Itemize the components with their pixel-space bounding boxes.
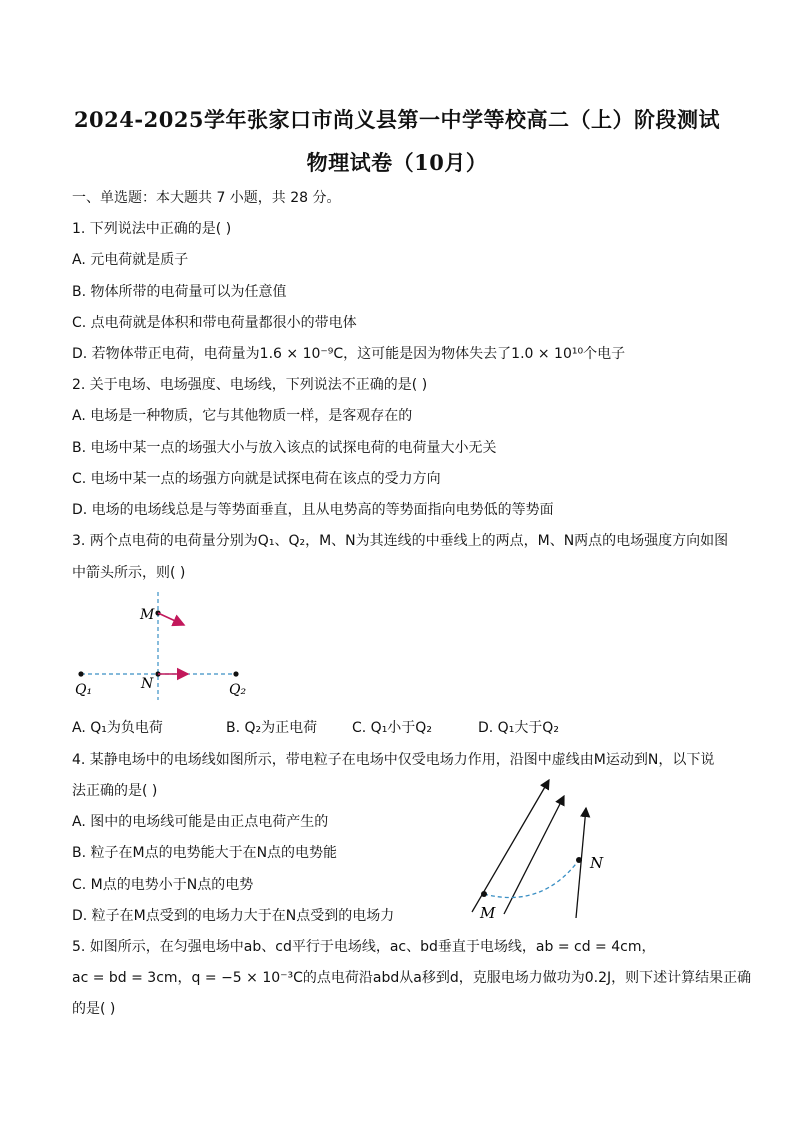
field-line-3 (576, 808, 586, 918)
q3-option-a: A. Q₁为负电荷 (72, 720, 163, 736)
q3-option-d: D. Q₁大于Q₂ (478, 720, 559, 736)
q1-stem: 1. 下列说法中正确的是( ) (72, 221, 232, 237)
paper-title-line2: 物理试卷（10月） (306, 150, 488, 175)
q2-option-c: C. 电场中某一点的场强方向就是试探电荷在该点的受力方向 (72, 471, 441, 487)
charge-q1-dot (78, 671, 83, 676)
q5-stem-line3: 的是( ) (72, 1001, 116, 1017)
q4-figure (462, 774, 622, 924)
point-n-dot (576, 857, 582, 863)
label-n: N (590, 854, 604, 872)
q2-stem: 2. 关于电场、电场强度、电场线，下列说法不正确的是( ) (72, 377, 428, 393)
q3-stem-line1: 3. 两个点电荷的电荷量分别为Q₁、Q₂，M、N为其连线的中垂线上的两点，M、N两点的电场强度方向如图 (72, 533, 729, 549)
q4-option-b: B. 粒子在M点的电势能大于在N点的电势能 (72, 845, 338, 861)
label-q2: Q₂ (229, 682, 247, 698)
particle-trajectory (484, 860, 579, 898)
q4-stem-line1: 4. 某静电场中的电场线如图所示，带电粒子在电场中仅受电场力作用，沿图中虚线由M运动到N，以下说 (72, 752, 715, 768)
field-line-2 (504, 796, 564, 914)
field-arrow-m (158, 613, 184, 625)
q3-figure (70, 588, 270, 703)
q4-stem-line2: 法正确的是( ) (72, 783, 158, 799)
q3-stem-line2: 中箭头所示，则( ) (72, 565, 186, 581)
q4-option-a: A. 图中的电场线可能是由正点电荷产生的 (72, 814, 329, 830)
q2-option-b: B. 电场中某一点的场强大小与放入该点的试探电荷的电荷量大小无关 (72, 440, 497, 456)
section-heading: 一、单选题：本大题共 7 小题，共 28 分。 (72, 190, 341, 206)
label-m: M (480, 904, 496, 922)
q2-option-a: A. 电场是一种物质，它与其他物质一样，是客观存在的 (72, 408, 413, 424)
q1-option-d: D. 若物体带正电荷，电荷量为1.6 × 10⁻⁹C，这可能是因为物体失去了1.0 × 10¹⁰个电子 (72, 346, 626, 362)
point-m-dot (481, 891, 487, 897)
label-q1: Q₁ (75, 682, 93, 698)
q4-option-c: C. M点的电势小于N点的电势 (72, 877, 254, 893)
q3-option-b: B. Q₂为正电荷 (226, 720, 318, 736)
q1-option-c: C. 点电荷就是体积和带电荷量都很小的带电体 (72, 315, 357, 331)
q5-stem-line1: 5. 如图所示，在匀强电场中ab、cd平行于电场线，ac、bd垂直于电场线，ab = cd = 4cm， (72, 939, 656, 955)
label-n: N (141, 676, 154, 692)
q1-option-a: A. 元电荷就是质子 (72, 252, 189, 268)
paper-title-line1: 2024-2025学年张家口市尚义县第一中学等校高二（上）阶段测试 (73, 107, 721, 132)
charge-q2-dot (233, 671, 238, 676)
q5-stem-line2: ac = bd = 3cm，q = −5 × 10⁻³C的点电荷沿abd从a移到d，克服电场力做功为0.2J，则下述计算结果正确 (72, 970, 752, 986)
q2-option-d: D. 电场的电场线总是与等势面垂直，且从电势高的等势面指向电势低的等势面 (72, 502, 554, 518)
label-m: M (140, 607, 155, 623)
q4-option-d: D. 粒子在M点受到的电场力大于在N点受到的电场力 (72, 908, 395, 924)
q3-option-c: C. Q₁小于Q₂ (352, 720, 432, 736)
q1-option-b: B. 物体所带的电荷量可以为任意值 (72, 284, 287, 300)
